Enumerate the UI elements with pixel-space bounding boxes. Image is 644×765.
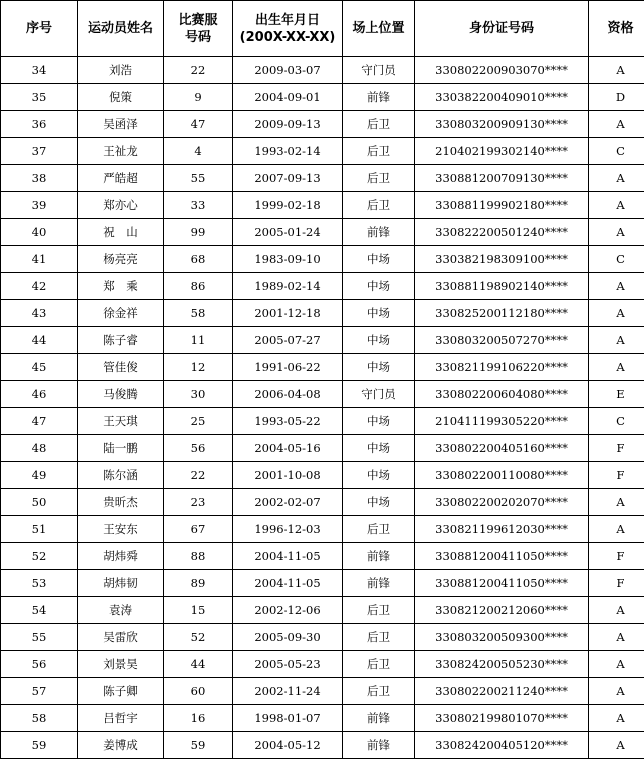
cell-seq: 53	[1, 570, 78, 597]
cell-birth-date: 2004-11-05	[233, 543, 343, 570]
table-row	[1, 435, 644, 462]
cell-qualification: A	[589, 489, 644, 516]
cell-position: 中场	[343, 462, 415, 489]
cell-seq: 52	[1, 543, 78, 570]
cell-birth-date: 1991-06-22	[233, 354, 343, 381]
cell-seq: 38	[1, 165, 78, 192]
cell-qualification: A	[589, 354, 644, 381]
cell-player-name: 郑亦心	[78, 192, 164, 219]
cell-player-name: 刘景昊	[78, 651, 164, 678]
cell-qualification: A	[589, 705, 644, 732]
cell-qualification: C	[589, 408, 644, 435]
table-row	[1, 570, 644, 597]
table-row	[1, 57, 644, 84]
cell-id-number: 330881199902180****	[415, 192, 589, 219]
cell-qualification: A	[589, 57, 644, 84]
cell-jersey-number: 89	[164, 570, 233, 597]
cell-jersey-number: 44	[164, 651, 233, 678]
cell-id-number: 330881200411050****	[415, 543, 589, 570]
table-row	[1, 273, 644, 300]
cell-player-name: 吴函泽	[78, 111, 164, 138]
cell-position: 前锋	[343, 570, 415, 597]
cell-player-name: 王祉龙	[78, 138, 164, 165]
header-position: 场上位置	[343, 1, 415, 57]
cell-player-name: 贵昕杰	[78, 489, 164, 516]
cell-birth-date: 1989-02-14	[233, 273, 343, 300]
cell-player-name: 陆一鹏	[78, 435, 164, 462]
cell-player-name: 王安东	[78, 516, 164, 543]
cell-position: 前锋	[343, 705, 415, 732]
cell-position: 前锋	[343, 219, 415, 246]
cell-id-number: 330881198902140****	[415, 273, 589, 300]
cell-qualification: A	[589, 624, 644, 651]
cell-seq: 58	[1, 705, 78, 732]
table-row	[1, 300, 644, 327]
header-jersey	[164, 1, 233, 57]
cell-seq: 44	[1, 327, 78, 354]
cell-qualification: A	[589, 192, 644, 219]
cell-position: 中场	[343, 246, 415, 273]
cell-position: 后卫	[343, 651, 415, 678]
cell-qualification: A	[589, 651, 644, 678]
cell-player-name: 管佳俊	[78, 354, 164, 381]
cell-qualification: A	[589, 273, 644, 300]
cell-qualification: A	[589, 111, 644, 138]
cell-id-number: 330802200903070****	[415, 57, 589, 84]
table-row	[1, 516, 644, 543]
cell-id-number: 330821200212060****	[415, 597, 589, 624]
cell-birth-date: 2002-12-06	[233, 597, 343, 624]
cell-jersey-number: 56	[164, 435, 233, 462]
cell-position: 后卫	[343, 192, 415, 219]
cell-birth-date: 1999-02-18	[233, 192, 343, 219]
cell-qualification: D	[589, 84, 644, 111]
cell-position: 后卫	[343, 678, 415, 705]
cell-jersey-number: 9	[164, 84, 233, 111]
cell-jersey-number: 15	[164, 597, 233, 624]
table-row	[1, 624, 644, 651]
cell-qualification: A	[589, 219, 644, 246]
cell-position: 守门员	[343, 57, 415, 84]
cell-birth-date: 2001-12-18	[233, 300, 343, 327]
cell-jersey-number: 55	[164, 165, 233, 192]
cell-jersey-number: 59	[164, 732, 233, 759]
cell-seq: 50	[1, 489, 78, 516]
cell-qualification: A	[589, 597, 644, 624]
cell-id-number: 330802200202070****	[415, 489, 589, 516]
table-row	[1, 84, 644, 111]
roster-body	[1, 57, 644, 759]
cell-player-name: 陈尔涵	[78, 462, 164, 489]
cell-player-name: 祝 山	[78, 219, 164, 246]
cell-jersey-number: 22	[164, 462, 233, 489]
header-dob-line2: (200X-XX-XX)	[239, 29, 336, 45]
cell-position: 后卫	[343, 597, 415, 624]
cell-player-name: 陈子睿	[78, 327, 164, 354]
cell-birth-date: 2004-05-12	[233, 732, 343, 759]
cell-birth-date: 1993-02-14	[233, 138, 343, 165]
cell-jersey-number: 60	[164, 678, 233, 705]
cell-birth-date: 2009-09-13	[233, 111, 343, 138]
cell-birth-date: 1998-01-07	[233, 705, 343, 732]
cell-position: 中场	[343, 435, 415, 462]
cell-player-name: 王天琪	[78, 408, 164, 435]
cell-jersey-number: 4	[164, 138, 233, 165]
cell-qualification: F	[589, 543, 644, 570]
cell-seq: 57	[1, 678, 78, 705]
cell-id-number: 330802200110080****	[415, 462, 589, 489]
cell-id-number: 330802199801070****	[415, 705, 589, 732]
cell-birth-date: 2005-05-23	[233, 651, 343, 678]
cell-player-name: 袁涛	[78, 597, 164, 624]
cell-seq: 37	[1, 138, 78, 165]
cell-player-name: 杨亮亮	[78, 246, 164, 273]
cell-player-name: 吕哲宇	[78, 705, 164, 732]
table-row	[1, 354, 644, 381]
cell-qualification: F	[589, 435, 644, 462]
cell-position: 中场	[343, 300, 415, 327]
cell-player-name: 陈子卿	[78, 678, 164, 705]
cell-birth-date: 2007-09-13	[233, 165, 343, 192]
cell-player-name: 严皓超	[78, 165, 164, 192]
cell-qualification: A	[589, 678, 644, 705]
table-row	[1, 219, 644, 246]
cell-jersey-number: 99	[164, 219, 233, 246]
header-row	[1, 1, 644, 57]
header-id-number: 身份证号码	[415, 1, 589, 57]
cell-player-name: 马俊腾	[78, 381, 164, 408]
cell-seq: 42	[1, 273, 78, 300]
cell-seq: 48	[1, 435, 78, 462]
cell-seq: 49	[1, 462, 78, 489]
header-name: 运动员姓名	[78, 1, 164, 57]
cell-id-number: 330803200909130****	[415, 111, 589, 138]
header-dob-line1: 出生年月日	[254, 12, 320, 28]
cell-qualification: E	[589, 381, 644, 408]
table-row	[1, 327, 644, 354]
cell-player-name: 倪策	[78, 84, 164, 111]
cell-birth-date: 1996-12-03	[233, 516, 343, 543]
cell-jersey-number: 30	[164, 381, 233, 408]
cell-birth-date: 2006-04-08	[233, 381, 343, 408]
table-row	[1, 705, 644, 732]
cell-id-number: 330802200405160****	[415, 435, 589, 462]
cell-birth-date: 2001-10-08	[233, 462, 343, 489]
cell-player-name: 姜博成	[78, 732, 164, 759]
cell-player-name: 胡炜舜	[78, 543, 164, 570]
cell-birth-date: 2002-11-24	[233, 678, 343, 705]
cell-position: 守门员	[343, 381, 415, 408]
cell-birth-date: 2004-11-05	[233, 570, 343, 597]
cell-position: 前锋	[343, 84, 415, 111]
cell-id-number: 330822200501240****	[415, 219, 589, 246]
cell-id-number: 330803200509300****	[415, 624, 589, 651]
table-row	[1, 597, 644, 624]
table-row	[1, 165, 644, 192]
cell-position: 后卫	[343, 138, 415, 165]
cell-jersey-number: 58	[164, 300, 233, 327]
cell-jersey-number: 11	[164, 327, 233, 354]
cell-seq: 40	[1, 219, 78, 246]
cell-position: 后卫	[343, 111, 415, 138]
cell-seq: 39	[1, 192, 78, 219]
cell-jersey-number: 25	[164, 408, 233, 435]
cell-jersey-number: 12	[164, 354, 233, 381]
cell-position: 中场	[343, 354, 415, 381]
cell-seq: 35	[1, 84, 78, 111]
cell-jersey-number: 23	[164, 489, 233, 516]
cell-jersey-number: 47	[164, 111, 233, 138]
cell-birth-date: 2002-02-07	[233, 489, 343, 516]
cell-jersey-number: 33	[164, 192, 233, 219]
cell-seq: 45	[1, 354, 78, 381]
cell-position: 前锋	[343, 732, 415, 759]
cell-player-name: 刘浩	[78, 57, 164, 84]
cell-qualification: A	[589, 165, 644, 192]
cell-qualification: F	[589, 462, 644, 489]
table-row	[1, 543, 644, 570]
cell-position: 后卫	[343, 624, 415, 651]
cell-seq: 36	[1, 111, 78, 138]
header-seq: 序号	[1, 1, 78, 57]
table-row	[1, 138, 644, 165]
cell-position: 中场	[343, 489, 415, 516]
table-row	[1, 732, 644, 759]
cell-id-number: 330824200505230****	[415, 651, 589, 678]
cell-qualification: A	[589, 732, 644, 759]
cell-birth-date: 1983-09-10	[233, 246, 343, 273]
cell-birth-date: 1993-05-22	[233, 408, 343, 435]
table-row	[1, 489, 644, 516]
cell-qualification: F	[589, 570, 644, 597]
cell-birth-date: 2005-07-27	[233, 327, 343, 354]
table-row	[1, 678, 644, 705]
cell-seq: 56	[1, 651, 78, 678]
cell-position: 后卫	[343, 165, 415, 192]
table-row	[1, 381, 644, 408]
cell-id-number: 330803200507270****	[415, 327, 589, 354]
cell-jersey-number: 16	[164, 705, 233, 732]
cell-id-number: 330824200405120****	[415, 732, 589, 759]
cell-id-number: 330382200409010****	[415, 84, 589, 111]
cell-birth-date: 2004-05-16	[233, 435, 343, 462]
cell-id-number: 330802200211240****	[415, 678, 589, 705]
cell-jersey-number: 52	[164, 624, 233, 651]
header-dob	[233, 1, 343, 57]
cell-position: 前锋	[343, 543, 415, 570]
cell-id-number: 330802200604080****	[415, 381, 589, 408]
cell-seq: 46	[1, 381, 78, 408]
table-row	[1, 111, 644, 138]
cell-seq: 59	[1, 732, 78, 759]
cell-id-number: 330825200112180****	[415, 300, 589, 327]
cell-seq: 55	[1, 624, 78, 651]
cell-birth-date: 2005-09-30	[233, 624, 343, 651]
cell-seq: 47	[1, 408, 78, 435]
cell-jersey-number: 86	[164, 273, 233, 300]
header-jersey-line1: 比赛服	[178, 12, 218, 28]
cell-id-number: 330881200411050****	[415, 570, 589, 597]
cell-jersey-number: 88	[164, 543, 233, 570]
cell-qualification: A	[589, 300, 644, 327]
cell-jersey-number: 67	[164, 516, 233, 543]
cell-seq: 54	[1, 597, 78, 624]
cell-player-name: 胡炜韧	[78, 570, 164, 597]
table-row	[1, 651, 644, 678]
cell-id-number: 330881200709130****	[415, 165, 589, 192]
cell-id-number: 210411199305220****	[415, 408, 589, 435]
cell-position: 中场	[343, 327, 415, 354]
header-jersey-line2: 号码	[184, 29, 211, 45]
table-row	[1, 192, 644, 219]
cell-id-number: 210402199302140****	[415, 138, 589, 165]
cell-qualification: C	[589, 138, 644, 165]
table-row	[1, 408, 644, 435]
cell-position: 中场	[343, 408, 415, 435]
cell-player-name: 徐金祥	[78, 300, 164, 327]
cell-qualification: A	[589, 516, 644, 543]
cell-qualification: C	[589, 246, 644, 273]
cell-birth-date: 2005-01-24	[233, 219, 343, 246]
header-qualification: 资格	[589, 1, 644, 57]
cell-id-number: 330821199612030****	[415, 516, 589, 543]
cell-qualification: A	[589, 327, 644, 354]
cell-id-number: 330382198309100****	[415, 246, 589, 273]
cell-id-number: 330821199106220****	[415, 354, 589, 381]
cell-birth-date: 2004-09-01	[233, 84, 343, 111]
cell-seq: 34	[1, 57, 78, 84]
cell-seq: 43	[1, 300, 78, 327]
cell-position: 后卫	[343, 516, 415, 543]
cell-seq: 41	[1, 246, 78, 273]
cell-player-name: 吴雷欣	[78, 624, 164, 651]
table-row	[1, 462, 644, 489]
cell-jersey-number: 22	[164, 57, 233, 84]
cell-position: 中场	[343, 273, 415, 300]
cell-player-name: 郑 乘	[78, 273, 164, 300]
table-row	[1, 246, 644, 273]
cell-seq: 51	[1, 516, 78, 543]
cell-jersey-number: 68	[164, 246, 233, 273]
cell-birth-date: 2009-03-07	[233, 57, 343, 84]
